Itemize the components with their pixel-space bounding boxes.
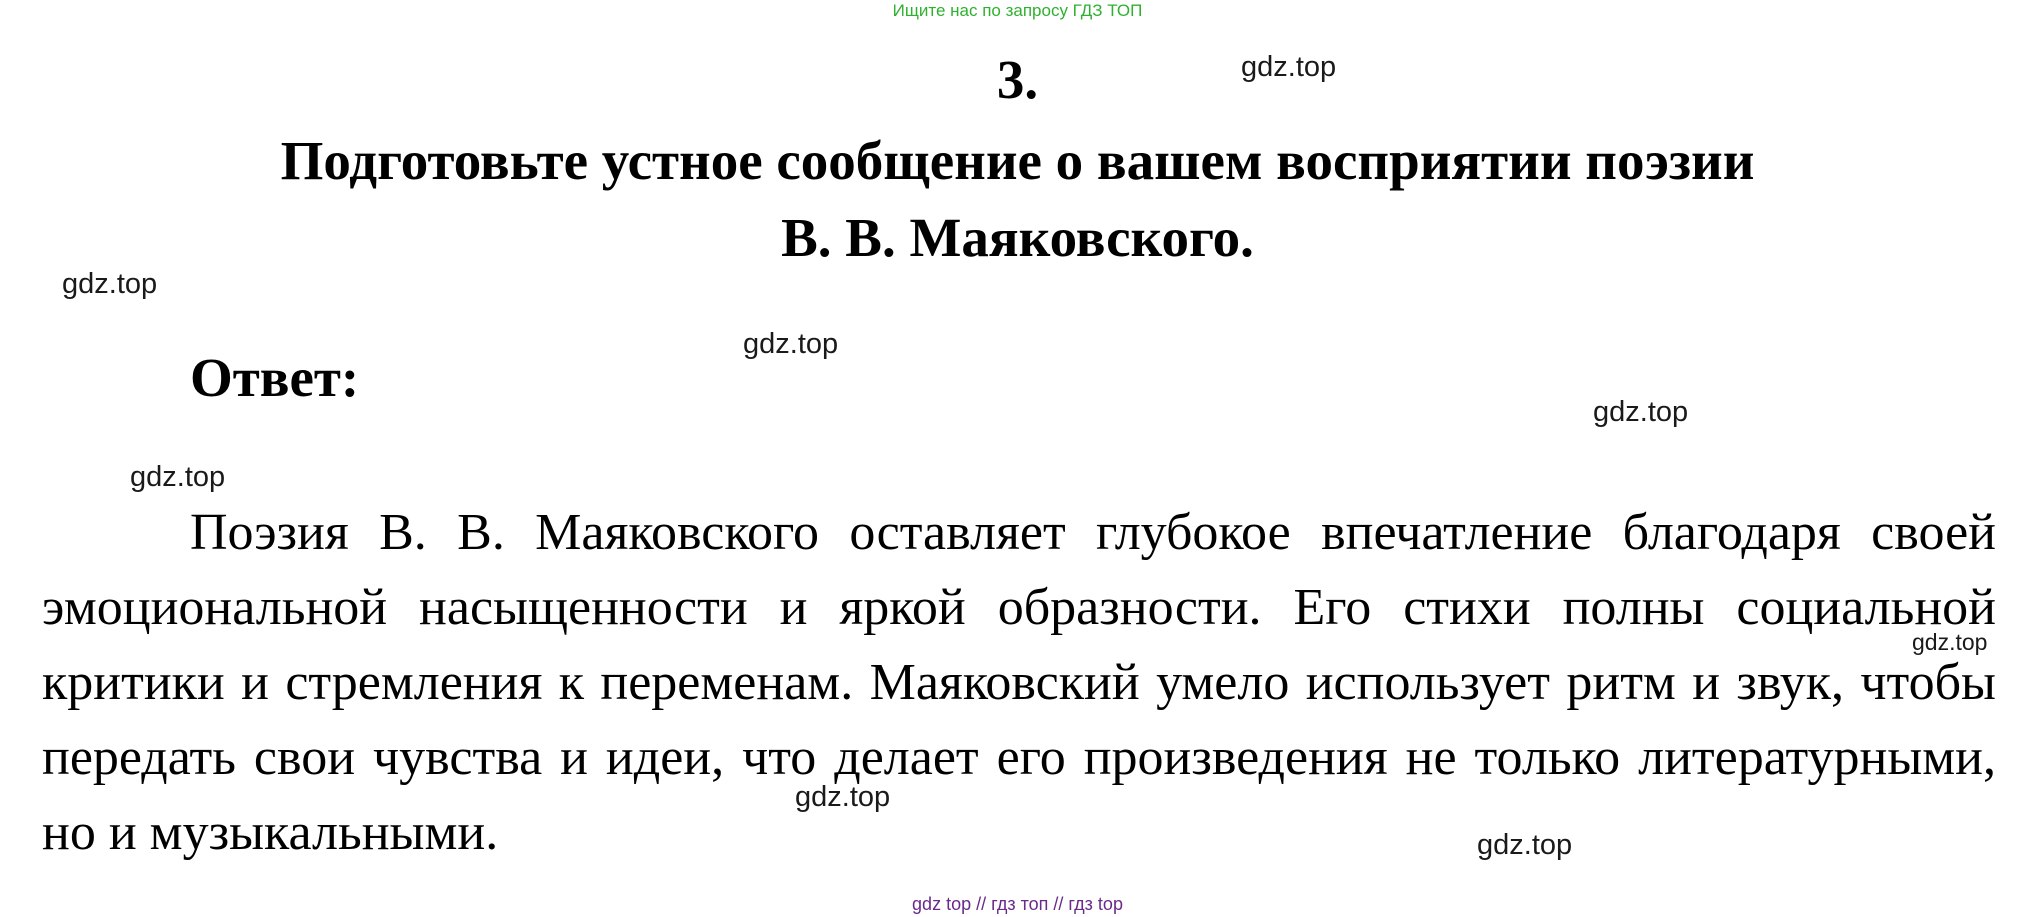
answer-label: Ответ: bbox=[190, 347, 360, 408]
task-title bbox=[180, 122, 1855, 276]
watermark: gdz.top bbox=[743, 328, 839, 360]
watermark: gdz.top bbox=[1241, 51, 1337, 83]
task-title-line-2: В. В. Маяковского. bbox=[781, 207, 1254, 268]
footer-links: gdz top // гдз топ // гдз top bbox=[912, 894, 1123, 914]
watermark: gdz.top bbox=[1593, 396, 1689, 428]
watermark: gdz.top bbox=[1912, 629, 1988, 655]
watermark: gdz.top bbox=[130, 461, 226, 493]
watermark: gdz.top bbox=[795, 781, 891, 813]
watermark: gdz.top bbox=[62, 268, 158, 300]
search-hint-banner: Ищите нас по запросу ГДЗ ТОП bbox=[892, 1, 1143, 20]
task-title-line-1: Подготовьте устное сообщение о вашем восприятии поэзии bbox=[280, 130, 1755, 191]
task-number: 3. bbox=[996, 49, 1039, 110]
answer-paragraph: Поэзия В. В. Маяковского оставляет глубокое впечатление благодаря своей эмоциональной насыщенности и яркой образности. Его стихи полны социальной критики и стремления к переменам. Маяковский умело использует ритм и звук, чтобы передать свои чувства и идеи, что делает его произведения не только литературными, но и музыкальными. bbox=[42, 504, 1996, 861]
watermark: gdz.top bbox=[1477, 829, 1573, 861]
